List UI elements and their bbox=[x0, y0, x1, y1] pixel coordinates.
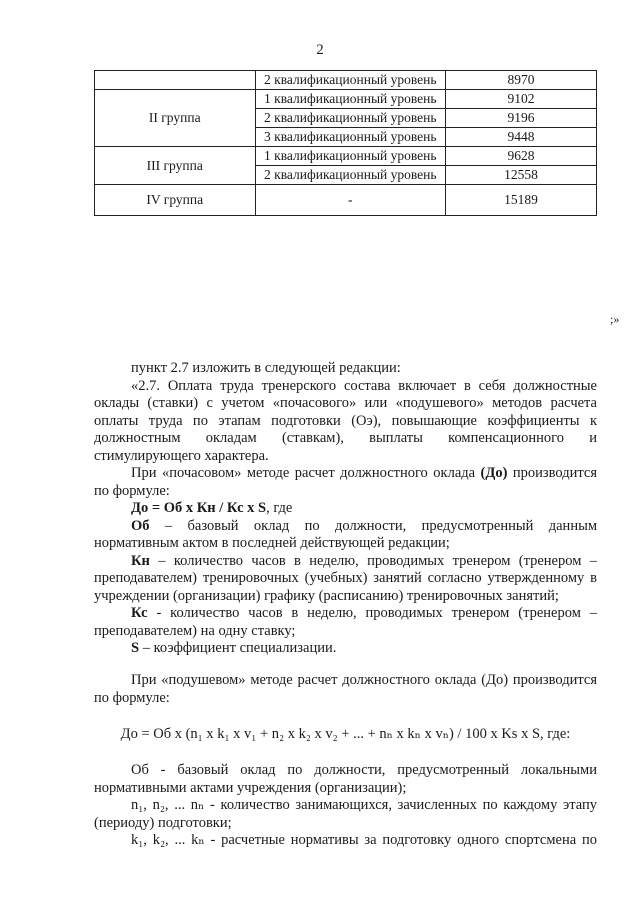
table-end-mark: ;» bbox=[610, 312, 620, 326]
table-cell-level: 1 квалификационный уровень bbox=[255, 90, 446, 109]
table-row bbox=[95, 90, 597, 109]
definition-text: – количество часов в неделю, проводимых тренером (тренером – преподавателем) тренировочных (учебных) занятий согласно утвержденному в учреждении (организации) графику (расписанию) тренировочных занятий; bbox=[94, 552, 597, 604]
paragraph-text: При «почасовом» методе расчет должностного оклада bbox=[131, 465, 481, 481]
table-cell-group: III группа bbox=[95, 147, 256, 185]
table-cell-group bbox=[95, 71, 256, 90]
definition-text: – коэффициент специализации. bbox=[139, 640, 337, 656]
table-cell-level: 3 квалификационный уровень bbox=[255, 128, 446, 147]
term-do: (До) bbox=[480, 465, 508, 481]
paragraph-text: производится по формуле: bbox=[94, 465, 597, 499]
table-cell-value: 15189 bbox=[446, 185, 597, 216]
page-number: 2 bbox=[316, 42, 324, 58]
definition-k: k₁, k₂, ... kₙ - расчетные нормативы за подготовку одного спортсмена по bbox=[131, 832, 597, 848]
table-cell-value: 12558 bbox=[446, 166, 597, 185]
table-row bbox=[95, 147, 597, 166]
salary-table bbox=[94, 70, 597, 216]
definition-kc bbox=[94, 605, 597, 640]
formula-per-capita: До = Об х (n₁ х k₁ х v₁ + n₂ х k₂ х v₂ + ... + nₙ х kₙ х vₙ) / 100 х Ks х S, где: bbox=[120, 726, 571, 742]
term-kn: Кн bbox=[131, 552, 150, 569]
formula-text: До = Об х Кн / Кс х S bbox=[131, 500, 267, 516]
table-cell-value: 9448 bbox=[446, 128, 597, 147]
table-cell-value: 9628 bbox=[446, 147, 597, 166]
definition-text: - количество часов в неделю, проводимых тренером (тренером – преподавателем) на одну ставку; bbox=[94, 605, 597, 639]
table-cell-level: 2 квалификационный уровень bbox=[255, 71, 446, 90]
term-kc: Кс bbox=[131, 605, 148, 621]
table-cell-value: 9102 bbox=[446, 90, 597, 109]
table-cell-group: IV группа bbox=[95, 185, 256, 216]
definition-n: n₁, n₂, ... nₙ - количество занимающихся, зачисленных по каждому этапу (периоду) подготовки; bbox=[94, 797, 597, 831]
table-row bbox=[95, 185, 597, 216]
body-text-2 bbox=[94, 672, 597, 707]
definition-text: – базовый оклад по должности, предусмотренный данным нормативным актом в последней действующей редакции; bbox=[94, 517, 597, 551]
table-cell-level: 2 квалификационный уровень bbox=[255, 109, 446, 128]
formula-tail: , где bbox=[266, 500, 293, 516]
term-ob: Об bbox=[131, 517, 150, 534]
paragraph-2-7: «2.7. Оплата труда тренерского состава включает в себя должностные оклады (ставки) с учетом «почасового» или «подушевого» методов расчета оплаты труда по этапам подготовки (Оэ), повышающие коэффициенты к должностным окладам (ставкам), выплаты компенсационного и стимулирующего характера. bbox=[94, 377, 597, 464]
definition-ob bbox=[94, 518, 597, 553]
paragraph-hourly bbox=[94, 465, 597, 500]
body-text-3 bbox=[94, 762, 597, 850]
paragraph-per-capita: При «подушевом» методе расчет должностного оклада (До) производится по формуле: bbox=[94, 672, 597, 706]
table-cell-value: 9196 bbox=[446, 109, 597, 128]
table-cell-level: 1 квалификационный уровень bbox=[255, 147, 446, 166]
term-s: S bbox=[131, 640, 140, 656]
table-cell-value: 8970 bbox=[446, 71, 597, 90]
table-cell-level: 2 квалификационный уровень bbox=[255, 166, 446, 185]
paragraph-intro: пункт 2.7 изложить в следующей редакции: bbox=[131, 360, 401, 376]
definition-ob-2: Об - базовый оклад по должности, предусмотренный локальными нормативными актами учреждения (организации); bbox=[94, 762, 597, 796]
table-cell-level: - bbox=[255, 185, 446, 216]
definition-kn bbox=[94, 553, 597, 606]
definition-s bbox=[94, 640, 597, 658]
table-cell-group: II группа bbox=[95, 90, 256, 147]
table-row bbox=[95, 71, 597, 90]
body-text bbox=[94, 360, 597, 658]
formula-hourly bbox=[94, 500, 597, 518]
